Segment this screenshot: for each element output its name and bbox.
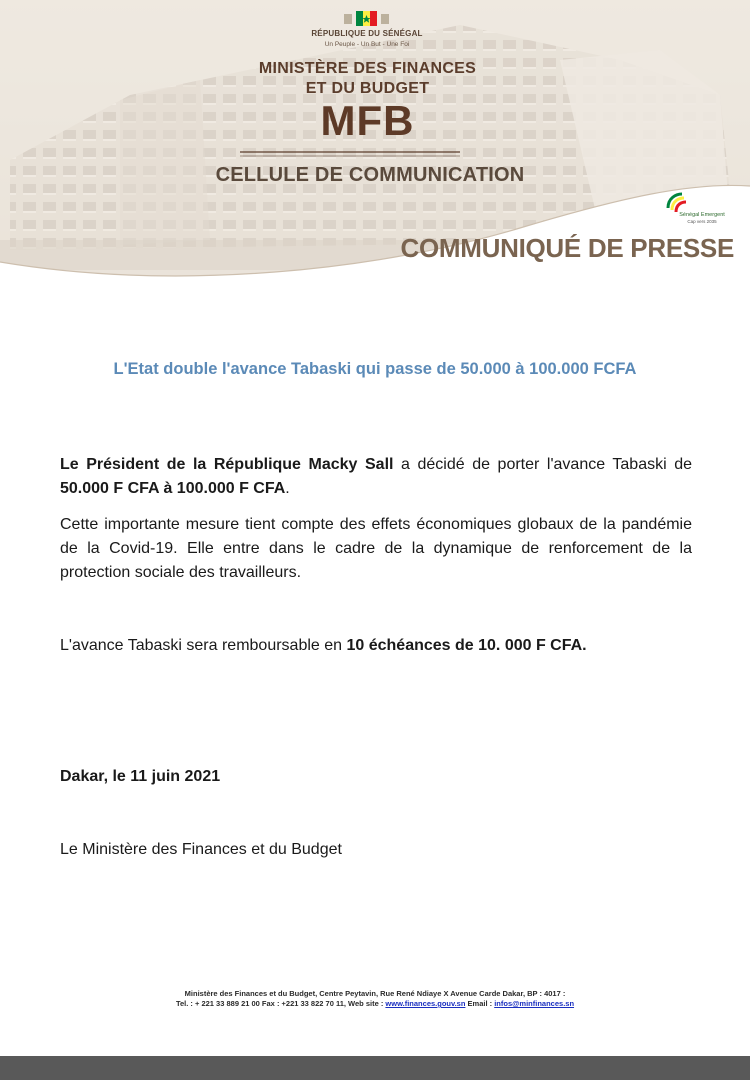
footer-address: Ministère des Finances et du Budget, Centre Peytavin, Rue René Ndiaye X Avenue Carde Dakar, BP : 4017 : bbox=[184, 989, 566, 998]
signature: Le Ministère des Finances et du Budget bbox=[60, 841, 342, 858]
paragraph-announcement bbox=[60, 453, 692, 501]
announcement-end: . bbox=[285, 480, 290, 497]
emblem-label: Sénégal Emergent bbox=[679, 212, 725, 218]
repayment-terms: 10 échéances de 10. 000 F CFA. bbox=[346, 637, 587, 654]
press-release-subject: L'Etat double l'avance Tabaski qui passe de 50.000 à 100.000 FCFA bbox=[113, 360, 637, 378]
email-link[interactable]: infos@minfinances.sn bbox=[494, 999, 575, 1008]
emblem-sublabel: Cap vers 2035 bbox=[687, 219, 717, 224]
president-name: Le Président de la République Macky Sall bbox=[60, 456, 394, 473]
footer-phone-fax: Tel. : + 221 33 889 21 00 Fax : +221 33 822 70 11, Web site : bbox=[175, 999, 386, 1008]
paragraph-context: Cette importante mesure tient compte des effets économiques globaux de la pandémie de la Covid-19. Elle entre dans le cadre de la dynamique de renforcement de la protection sociale des travailleurs. bbox=[60, 516, 692, 581]
document-type-title: COMMUNIQUÉ DE PRESSE bbox=[400, 233, 734, 263]
footer-contact bbox=[0, 999, 750, 1008]
unit-name: CELLULE DE COMMUNICATION bbox=[215, 164, 525, 186]
ministry-acronym: MFB bbox=[320, 97, 415, 144]
website-link[interactable]: www.finances.gouv.sn bbox=[385, 999, 466, 1008]
place-and-date: Dakar, le 11 juin 2021 bbox=[60, 768, 221, 785]
footer-email-label: Email : bbox=[465, 999, 495, 1008]
bottom-bar bbox=[0, 1056, 750, 1080]
ministry-name-line2: ET DU BUDGET bbox=[305, 80, 430, 97]
republic-label: RÉPUBLIQUE DU SÉNÉGAL bbox=[311, 29, 423, 38]
amount-change: 50.000 F CFA à 100.000 F CFA bbox=[60, 480, 286, 497]
paragraph-repayment bbox=[60, 634, 692, 658]
ministry-name-line1: MINISTÈRE DES FINANCES bbox=[258, 60, 477, 77]
announcement-text: a décidé de porter l'avance Tabaski de bbox=[393, 456, 693, 473]
repayment-text: L'avance Tabaski sera remboursable en bbox=[60, 637, 347, 654]
letterhead bbox=[0, 0, 750, 300]
national-motto: Un Peuple - Un But - Une Foi bbox=[324, 41, 410, 48]
